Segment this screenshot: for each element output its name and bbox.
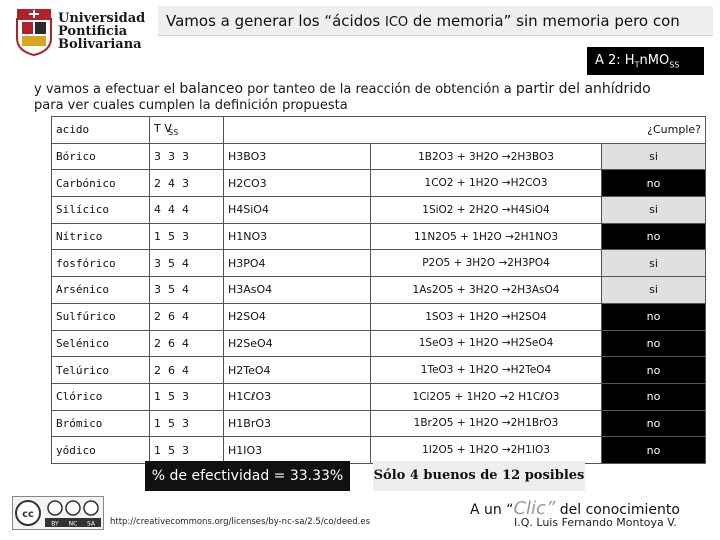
acid-equation: 1SeO3 + 1H2O →H2SeO4: [371, 330, 602, 357]
acid-t: 2: [154, 336, 161, 350]
table-row: [52, 410, 706, 437]
acid-v: 4: [168, 203, 175, 217]
cc-icon: [13, 497, 103, 529]
table-row: [52, 383, 706, 410]
acid-ss: 4: [182, 283, 189, 297]
intro-part-2: balanceo: [179, 81, 244, 97]
university-logo: [14, 6, 144, 58]
cumple-badge: no: [602, 330, 706, 357]
table-row: [52, 143, 706, 170]
table-row: [52, 170, 706, 197]
acid-v: 5: [168, 283, 175, 297]
acid-formula: H4SiO4: [224, 197, 371, 224]
acid-tv-ss: [150, 277, 224, 304]
table-row: [52, 277, 706, 304]
table-header-row: [52, 117, 706, 144]
acid-name: Carbónico: [52, 170, 150, 197]
acid-v: 5: [168, 230, 175, 244]
acid-ss: 3: [182, 176, 189, 190]
header-tv-label: T V: [154, 122, 172, 136]
acid-formula: H1IO3: [224, 437, 371, 464]
cumple-badge: no: [602, 383, 706, 410]
table-row: [52, 197, 706, 224]
table-row: [52, 330, 706, 357]
acid-equation: 11N2O5 + 1H2O →2H1NO3: [371, 223, 602, 250]
acid-t: 2: [154, 310, 161, 324]
author-credit: I.Q. Luis Fernando Montoya V.: [514, 516, 677, 529]
acid-t: 3: [154, 256, 161, 270]
cumple-badge: si: [602, 143, 706, 170]
acid-ss: 4: [182, 310, 189, 324]
header-cumple: ¿Cumple?: [224, 117, 706, 144]
badge-main: A 2: H: [595, 53, 635, 68]
acid-ss: 3: [182, 390, 189, 404]
acid-tv-ss: [150, 303, 224, 330]
title-part-2: de memoria” sin memoria pero con: [408, 12, 680, 30]
intro-text: [34, 81, 720, 114]
badge-sub-2: SS: [669, 60, 680, 70]
acid-name: yódico: [52, 437, 150, 464]
acid-name: Selénico: [52, 330, 150, 357]
logo-line-3: Bolivariana: [58, 37, 142, 52]
acid-formula: H2TeO4: [224, 357, 371, 384]
acids-table-wrap: [51, 116, 705, 464]
efectividad-box: % de efectividad = 33.33%: [145, 461, 350, 491]
intro-part-4: partir del anhídrido: [515, 81, 651, 97]
license-link[interactable]: http://creativecommons.org/licenses/by-nc-sa/2.5/co/deed.es: [110, 517, 371, 527]
acid-ss: 3: [182, 443, 189, 457]
acid-t: 3: [154, 150, 161, 164]
acids-table: [51, 116, 706, 464]
acid-tv-ss: [150, 357, 224, 384]
acid-name: Nítrico: [52, 223, 150, 250]
quote-clic: Clic”: [513, 498, 556, 519]
table-row: [52, 437, 706, 464]
acid-name: Silícico: [52, 197, 150, 224]
intro-line-2: para ver cuales cumplen la definición propuesta: [34, 98, 348, 113]
title-part-1: Vamos a generar los “ácidos: [166, 12, 385, 30]
shield-icon: [14, 8, 54, 56]
cc-nc-label: NC: [68, 520, 78, 528]
acid-equation: 1I2O5 + 1H2O →2H1IO3: [371, 437, 602, 464]
acid-t: 1: [154, 443, 161, 457]
section-badge: [587, 47, 704, 75]
cumple-badge: no: [602, 223, 706, 250]
svg-text:cc: cc: [22, 509, 34, 520]
acid-t: 1: [154, 416, 161, 430]
cumple-badge: no: [602, 170, 706, 197]
acid-equation: 1B2O3 + 3H2O →2H3BO3: [371, 143, 602, 170]
acid-v: 6: [168, 363, 175, 377]
acid-formula: H1CℓO3: [224, 383, 371, 410]
intro-line-1: [34, 81, 720, 98]
quote-pre: A un “: [470, 502, 514, 518]
cc-license-badge[interactable]: [12, 496, 104, 530]
intro-part-3: por tanteo de la reacción de obtención a: [243, 82, 516, 97]
acid-v: 6: [168, 336, 175, 350]
cumple-badge: no: [602, 410, 706, 437]
acid-ss: 4: [182, 256, 189, 270]
acid-t: 3: [154, 283, 161, 297]
solo-buenos-box: Sólo 4 buenos de 12 posibles: [373, 461, 585, 491]
cc-by-label: BY: [51, 520, 59, 528]
acid-ss: 3: [182, 150, 189, 164]
acid-v: 5: [168, 443, 175, 457]
acid-v: 5: [168, 390, 175, 404]
cumple-badge: si: [602, 250, 706, 277]
table-row: [52, 250, 706, 277]
acid-equation: P2O5 + 3H2O →2H3PO4: [371, 250, 602, 277]
acid-ss: 3: [182, 416, 189, 430]
acid-t: 2: [154, 363, 161, 377]
acid-tv-ss: [150, 437, 224, 464]
acid-formula: H2SeO4: [224, 330, 371, 357]
acid-formula: H3PO4: [224, 250, 371, 277]
acid-tv-ss: [150, 250, 224, 277]
acid-t: 1: [154, 390, 161, 404]
acid-equation: 1SiO2 + 2H2O →H4SiO4: [371, 197, 602, 224]
acid-name: Sulfúrico: [52, 303, 150, 330]
logo-line-2: Pontificia: [58, 24, 128, 39]
cumple-badge: no: [602, 303, 706, 330]
acid-name: Bórico: [52, 143, 150, 170]
acid-name: Telúrico: [52, 357, 150, 384]
acid-equation: 1Cl2O5 + 1H2O →2 H1CℓO3: [371, 383, 602, 410]
header-acido: acido: [52, 117, 150, 144]
acid-tv-ss: [150, 410, 224, 437]
acid-equation: 1As2O5 + 3H2O →2H3AsO4: [371, 277, 602, 304]
acid-formula: H2CO3: [224, 170, 371, 197]
quote-post: del conocimiento: [555, 502, 680, 518]
cumple-badge: si: [602, 197, 706, 224]
page-title: [158, 6, 713, 36]
acid-ss: 3: [182, 230, 189, 244]
acid-equation: 1SO3 + 1H2O →H2SO4: [371, 303, 602, 330]
acid-tv-ss: [150, 383, 224, 410]
cumple-badge: si: [602, 277, 706, 304]
cumple-badge: no: [602, 357, 706, 384]
acid-v: 5: [168, 416, 175, 430]
header-ss-label: SS: [168, 128, 179, 138]
header-tv: [150, 117, 224, 144]
acid-name: Arsénico: [52, 277, 150, 304]
acid-v: 3: [168, 150, 175, 164]
acid-name: Clórico: [52, 383, 150, 410]
acid-formula: H1NO3: [224, 223, 371, 250]
acid-t: 4: [154, 203, 161, 217]
logo-wordmark: [58, 12, 145, 51]
cumple-badge: no: [602, 437, 706, 464]
acid-ss: 4: [182, 363, 189, 377]
acid-t: 2: [154, 176, 161, 190]
acid-t: 1: [154, 230, 161, 244]
acid-v: 5: [168, 256, 175, 270]
acid-tv-ss: [150, 197, 224, 224]
acid-name: Brómico: [52, 410, 150, 437]
logo-line-1: Universidad: [58, 11, 146, 26]
acid-equation: 1CO2 + 1H2O →H2CO3: [371, 170, 602, 197]
acid-tv-ss: [150, 143, 224, 170]
intro-part-1: y vamos a efectuar el: [34, 82, 180, 97]
table-row: [52, 223, 706, 250]
acid-equation: 1Br2O5 + 1H2O →2H1BrO3: [371, 410, 602, 437]
acid-formula: H1BrO3: [224, 410, 371, 437]
acid-tv-ss: [150, 170, 224, 197]
acid-name: fosfórico: [52, 250, 150, 277]
badge-mid: nMO: [639, 53, 670, 68]
acid-v: 4: [168, 176, 175, 190]
acid-ss: 4: [182, 203, 189, 217]
acid-tv-ss: [150, 330, 224, 357]
acid-equation: 1TeO3 + 1H2O →H2TeO4: [371, 357, 602, 384]
acid-v: 6: [168, 310, 175, 324]
acid-formula: H2SO4: [224, 303, 371, 330]
acid-tv-ss: [150, 223, 224, 250]
acid-formula: H3BO3: [224, 143, 371, 170]
table-row: [52, 357, 706, 384]
acid-ss: 4: [182, 336, 189, 350]
table-row: [52, 303, 706, 330]
cc-sa-label: SA: [86, 520, 96, 528]
title-ico: ICO: [385, 15, 409, 30]
badge-sub-1: T: [634, 60, 640, 70]
acid-formula: H3AsO4: [224, 277, 371, 304]
